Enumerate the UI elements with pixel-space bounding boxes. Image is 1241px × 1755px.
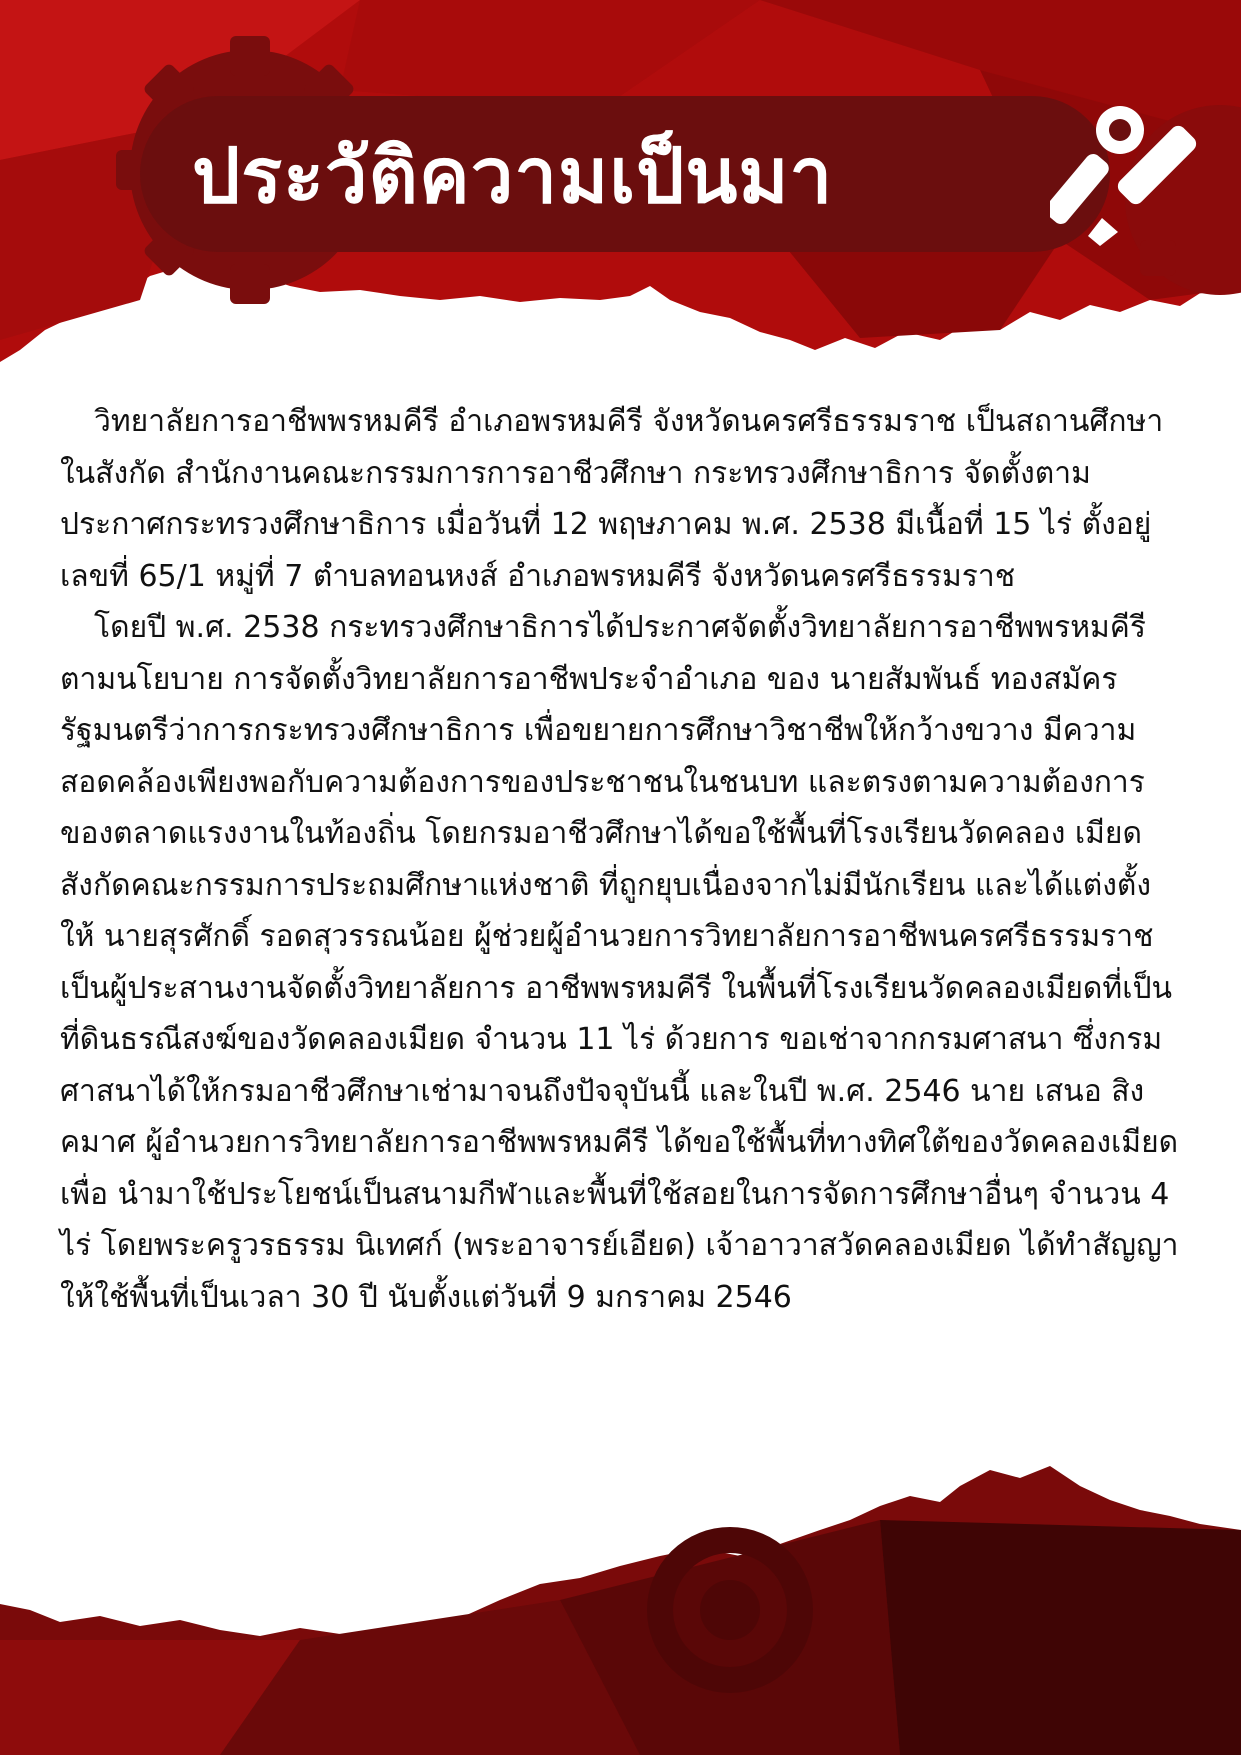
page-title: ประวัติความเป็นมา — [192, 131, 834, 220]
paragraph-1: วิทยาลัยการอาชีพพรหมคีรี อำเภอพรหมคีรี จังหวัดนครศรีธรรมราช เป็นสถานศึกษาในสังกัด สำนักงานคณะกรรมการการอาชีวศึกษา กระทรวงศึกษาธิการ จัดตั้งตามประกาศกระทรวงศึกษาธิการ เมื่อวันที่ 12 พฤษภาคม พ.ศ. 2538 มีเนื้อที่ 15 ไร่ ตั้งอยู่เลขที่ 65/1 หมู่ที่ 7 ตำบลทอนหงส์ อำเภอพรหมคีรี จังหวัดนครศรีธรรมราช — [60, 404, 1164, 594]
paragraph-2: โดยปี พ.ศ. 2538 กระทรวงศึกษาธิการได้ประกาศจัดตั้งวิทยาลัยการอาชีพพรหมคีรีตามนโยบาย การจัดตั้งวิทยาลัยการอาชีพประจำอำเภอ ของ นายสัมพันธ์ ทองสมัคร รัฐมนตรีว่าการกระทรวงศึกษาธิการ เพื่อขยายการศึกษาวิชาชีพให้กว้างขวาง มีความสอดคล้องเพียงพอกับความต้องการของประชาชนในชนบท และตรงตามความต้องการของตลาดแรงงานในท้องถิ่น โดยกรมอาชีวศึกษาได้ขอใช้พื้นที่โรงเรียนวัดคลอง เมียด สังกัดคณะกรรมการประถมศึกษาแห่งชาติ ที่ถูกยุบเนื่องจากไม่มีนักเรียน และได้แต่งตั้งให้ นายสุรศักดิ์ รอดสุวรรณน้อย ผู้ช่วยผู้อำนวยการวิทยาลัยการอาชีพนครศรีธรรมราช เป็นผู้ประสานงานจัดตั้งวิทยาลัยการ อาชีพพรหมคีรี ในพื้นที่โรงเรียนวัดคลองเมียดที่เป็นที่ดินธรณีสงฆ์ของวัดคลองเมียด จำนวน 11 ไร่ ด้วยการ ขอเช่าจากกรมศาสนา ซึ่งกรมศาสนาได้ให้กรมอาชีวศึกษาเช่ามาจนถึงปัจจุบันนี้ และในปี พ.ศ. 2546 นาย เสนอ สิงคมาศ ผู้อำนวยการวิทยาลัยการอาชีพพรหมคีรี ได้ขอใช้พื้นที่ทางทิศใต้ของวัดคลองเมียด เพื่อ นำมาใช้ประโยชน์เป็นสนามกีฬาและพื้นที่ใช้สอยในการจัดการศึกษาอื่นๆ จำนวน 4 ไร่ โดยพระครูวรธรรม นิเทศก์ (พระอาจารย์เอียด) เจ้าอาวาสวัดคลองเมียด ได้ทำสัญญาให้ใช้พื้นที่เป็นเวลา 30 ปี นับตั้งแต่วันที่ 9 มกราคม 2546 — [60, 610, 1179, 1315]
history-article — [60, 396, 1180, 1323]
wrench-screwdriver-icon — [1050, 100, 1220, 250]
